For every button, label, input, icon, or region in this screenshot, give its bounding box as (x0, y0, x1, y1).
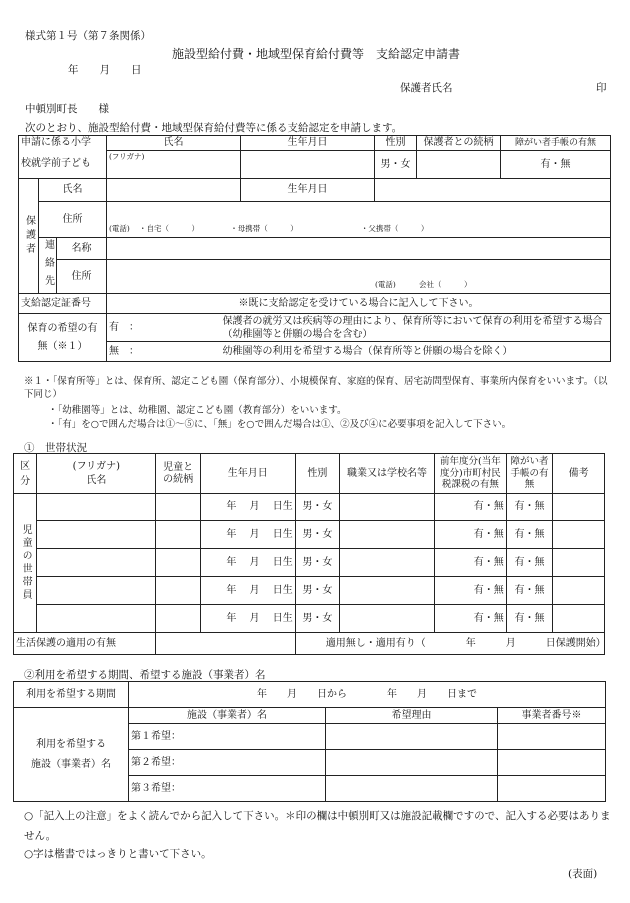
hope-label-2: 無（※１） (37, 340, 88, 352)
seal-mark: 印 (596, 82, 607, 94)
table-row (14, 549, 605, 577)
hh-tax-field[interactable]: 有・無 (435, 521, 507, 549)
cert-no-field[interactable]: ※既に支給認定を受けている場合に記入して下さい。 (107, 294, 611, 314)
guardian-address-field[interactable] (107, 202, 611, 238)
guardian-name-label-cell: 氏名 (39, 179, 107, 202)
hh-header-kubun: 区分 (14, 454, 37, 494)
hh-header-remarks: 備考 (553, 454, 605, 494)
hh-disability-field[interactable]: 有・無 (506, 577, 552, 605)
cert-no-label: 支給認定証番号 (19, 294, 107, 314)
child-header-sex: 性別 (375, 136, 417, 151)
child-name-field[interactable] (107, 151, 241, 179)
child-relation-field[interactable] (417, 151, 501, 179)
facility-choice-1[interactable]: 第１希望： (129, 724, 326, 750)
period-label: 利用を希望する期間 (14, 682, 129, 708)
note-2: ・「幼稚園等」とは、幼稚園、認定こども園（教育部分）をいいます。 (48, 405, 347, 416)
child-header-name: 氏名 (107, 136, 241, 151)
hh-job-field[interactable] (340, 494, 435, 521)
facility-choice-2[interactable]: 第２希望： (129, 750, 326, 776)
facility-number-field[interactable] (498, 724, 606, 750)
hh-relation-field[interactable] (156, 577, 200, 605)
facility-reason-field[interactable] (326, 724, 498, 750)
intro-text: 次のとおり、施設型給付費・地域型保育給付費等に係る支給認定を申請します。 (25, 122, 403, 134)
hh-header-name-text: 氏名 (86, 474, 107, 486)
contact-phone-label: (電話) (375, 280, 396, 290)
table-row (14, 577, 605, 605)
contact-address-field[interactable] (107, 260, 611, 278)
facility-reason-field[interactable] (326, 750, 498, 776)
hh-job-field[interactable] (340, 605, 435, 633)
hh-name-field[interactable] (37, 605, 156, 633)
child-label-2: 校就学前子ども (19, 151, 107, 179)
hh-header-name (37, 454, 156, 494)
hh-header-tax: 前年度分(当年度分)市町村民税課税の有無 (435, 454, 507, 494)
guardian-phone-father: ・父携帯（ ） (360, 224, 429, 233)
guardian-name-field[interactable] (107, 179, 241, 202)
footer-note-2: ○字は楷書ではっきりと書いて下さい。 (24, 848, 212, 860)
facility-section-title: ②利用を希望する期間、希望する施設（事業者）名 (24, 669, 266, 681)
child-header-relation: 保護者との続柄 (417, 136, 501, 151)
child-header-disability: 障がい者手帳の有無 (501, 136, 611, 151)
application-table (18, 135, 611, 362)
contact-phone-row (107, 278, 611, 294)
hh-remarks-field[interactable] (553, 605, 605, 633)
hope-label (19, 314, 107, 362)
hh-relation-field[interactable] (156, 605, 200, 633)
note-3: ・「有」を○で囲んだ場合は①～⑤に、「無」を○で囲んだ場合は①、②及び④に必要事項を記入して下さい。 (48, 419, 512, 430)
hh-birth-field[interactable]: 年 月 日生 (200, 605, 295, 633)
hh-birth-field[interactable]: 年 月 日生 (200, 549, 295, 577)
period-value[interactable]: 年 月 日から 年 月 日まで (129, 682, 606, 708)
hh-tax-field[interactable]: 有・無 (435, 494, 507, 521)
guardian-phone-tel: (電話) (109, 224, 130, 233)
contact-address-label: 住所 (57, 260, 107, 294)
contact-name-label: 名称 (57, 238, 107, 260)
hh-sex-field[interactable]: 男・女 (295, 521, 339, 549)
contact-company-label: 会社（ ） (419, 280, 472, 290)
guardian-phone-mother: ・母携帯（ ） (230, 224, 298, 233)
hh-birth-field[interactable]: 年 月 日生 (200, 494, 295, 521)
hh-relation-field[interactable] (156, 549, 200, 577)
hh-name-field[interactable] (37, 577, 156, 605)
hh-sex-field[interactable]: 男・女 (295, 577, 339, 605)
hh-disability-field[interactable]: 有・無 (506, 605, 552, 633)
footer-note-1: ○「記入上の注意」をよく読んでから記入して下さい。＊印の欄は中頓別町又は施設記載欄ですので、記入する必要はありません。 (24, 810, 611, 843)
facility-reason-field[interactable] (326, 776, 498, 802)
hope-yes-mark[interactable]: 有 ： (107, 314, 221, 342)
hh-disability-field[interactable]: 有・無 (506, 494, 552, 521)
table-row (14, 521, 605, 549)
hh-disability-field[interactable]: 有・無 (506, 549, 552, 577)
hh-name-field[interactable] (37, 549, 156, 577)
welfare-label: 生活保護の適用の有無 (14, 633, 156, 655)
hh-remarks-field[interactable] (553, 494, 605, 521)
hh-birth-field[interactable]: 年 月 日生 (200, 521, 295, 549)
hh-job-field[interactable] (340, 549, 435, 577)
child-header-birth: 生年月日 (241, 136, 375, 151)
form-number: 様式第１号（第７条関係） (25, 30, 151, 42)
guardian-name-label: 保護者氏名 (400, 82, 453, 94)
welfare-blank[interactable] (156, 633, 295, 655)
welfare-value[interactable]: 適用無し・適用有り（ 年 月 日保護開始） (295, 633, 604, 655)
hh-relation-field[interactable] (156, 521, 200, 549)
contact-side-label: 連絡先 (39, 238, 57, 294)
hh-sex-field[interactable]: 男・女 (295, 494, 339, 521)
guardian-birth-field[interactable] (375, 179, 611, 202)
facility-table (13, 681, 606, 802)
facility-number-field[interactable] (498, 750, 606, 776)
facility-header-number: 事業者番号※ (498, 708, 606, 724)
hh-header-job: 職業又は学校名等 (340, 454, 435, 494)
child-furigana: (フリガナ) (109, 152, 145, 161)
facility-choice-3[interactable]: 第３希望： (129, 776, 326, 802)
hh-remarks-field[interactable] (553, 577, 605, 605)
page-side-label: (表面) (568, 868, 598, 880)
hh-header-birth: 生年月日 (200, 454, 295, 494)
child-sex-field[interactable]: 男・女 (375, 151, 417, 179)
facility-label-1: 利用を希望する (36, 738, 106, 750)
hh-tax-field[interactable]: 有・無 (435, 605, 507, 633)
table-row (14, 494, 605, 521)
hh-sex-field[interactable]: 男・女 (295, 549, 339, 577)
hh-job-field[interactable] (340, 577, 435, 605)
hh-header-disability: 障がい者手帳の有無 (506, 454, 552, 494)
hh-job-field[interactable] (340, 521, 435, 549)
facility-label (14, 708, 129, 802)
hh-remarks-field[interactable] (553, 549, 605, 577)
hh-name-field[interactable] (37, 494, 156, 521)
guardian-phone-home: ・自宅（ ） (139, 224, 200, 233)
hh-name-field[interactable] (37, 521, 156, 549)
addressee: 中頓別町長 様 (25, 103, 109, 115)
child-disability-field[interactable]: 有・無 (501, 151, 611, 179)
hh-side-label: 児童の世帯員 (14, 494, 37, 633)
hh-tax-field[interactable]: 有・無 (435, 577, 507, 605)
date-line: 年 月 日 (68, 64, 142, 76)
facility-number-field[interactable] (498, 776, 606, 802)
child-birth-field[interactable] (241, 151, 375, 179)
facility-header-name: 施設（事業者）名 (129, 708, 326, 724)
household-section-title: ① 世帯状況 (24, 442, 87, 454)
hope-no-text: 幼稚園等の利用を希望する場合（保育所等と併願の場合を除く） (221, 342, 611, 362)
hh-header-sex: 性別 (295, 454, 339, 494)
facility-label-2: 施設（事業者）名 (31, 758, 111, 770)
guardian-side-label: 保護者 (19, 179, 39, 294)
hope-yes-text: 保護者の就労又は疾病等の理由により、保育所等において保育の利用を希望する場合（幼稚園等と併願の場合を含む） (221, 314, 611, 342)
hh-remarks-field[interactable] (553, 521, 605, 549)
hope-no-mark[interactable]: 無 ： (107, 342, 221, 362)
hh-birth-field[interactable]: 年 月 日生 (200, 577, 295, 605)
hope-label-1: 保育の希望の有 (27, 322, 98, 334)
hh-disability-field[interactable]: 有・無 (506, 521, 552, 549)
child-label-1: 申請に係る小学 (19, 136, 107, 151)
household-table (13, 453, 605, 655)
guardian-birth-label: 生年月日 (241, 179, 375, 202)
page-title: 施設型給付費・地域型保育給付費等 支給認定申請書 (172, 47, 461, 61)
table-row (14, 605, 605, 633)
note-1: ※１・「保育所等」とは、保育所、認定こども園（保育部分）、小規模保育、家庭的保育、居宅訪問型保育、事業所内保育をいいます。（以下同じ） (24, 376, 608, 400)
guardian-address-label: 住所 (39, 202, 107, 238)
hh-relation-field[interactable] (156, 494, 200, 521)
facility-header-reason: 希望理由 (326, 708, 498, 724)
hh-tax-field[interactable]: 有・無 (435, 549, 507, 577)
hh-header-relation: 児童との続柄 (156, 454, 200, 494)
hh-header-furigana: (フリガナ) (72, 460, 120, 472)
hh-sex-field[interactable]: 男・女 (295, 605, 339, 633)
contact-name-field[interactable] (107, 238, 611, 260)
